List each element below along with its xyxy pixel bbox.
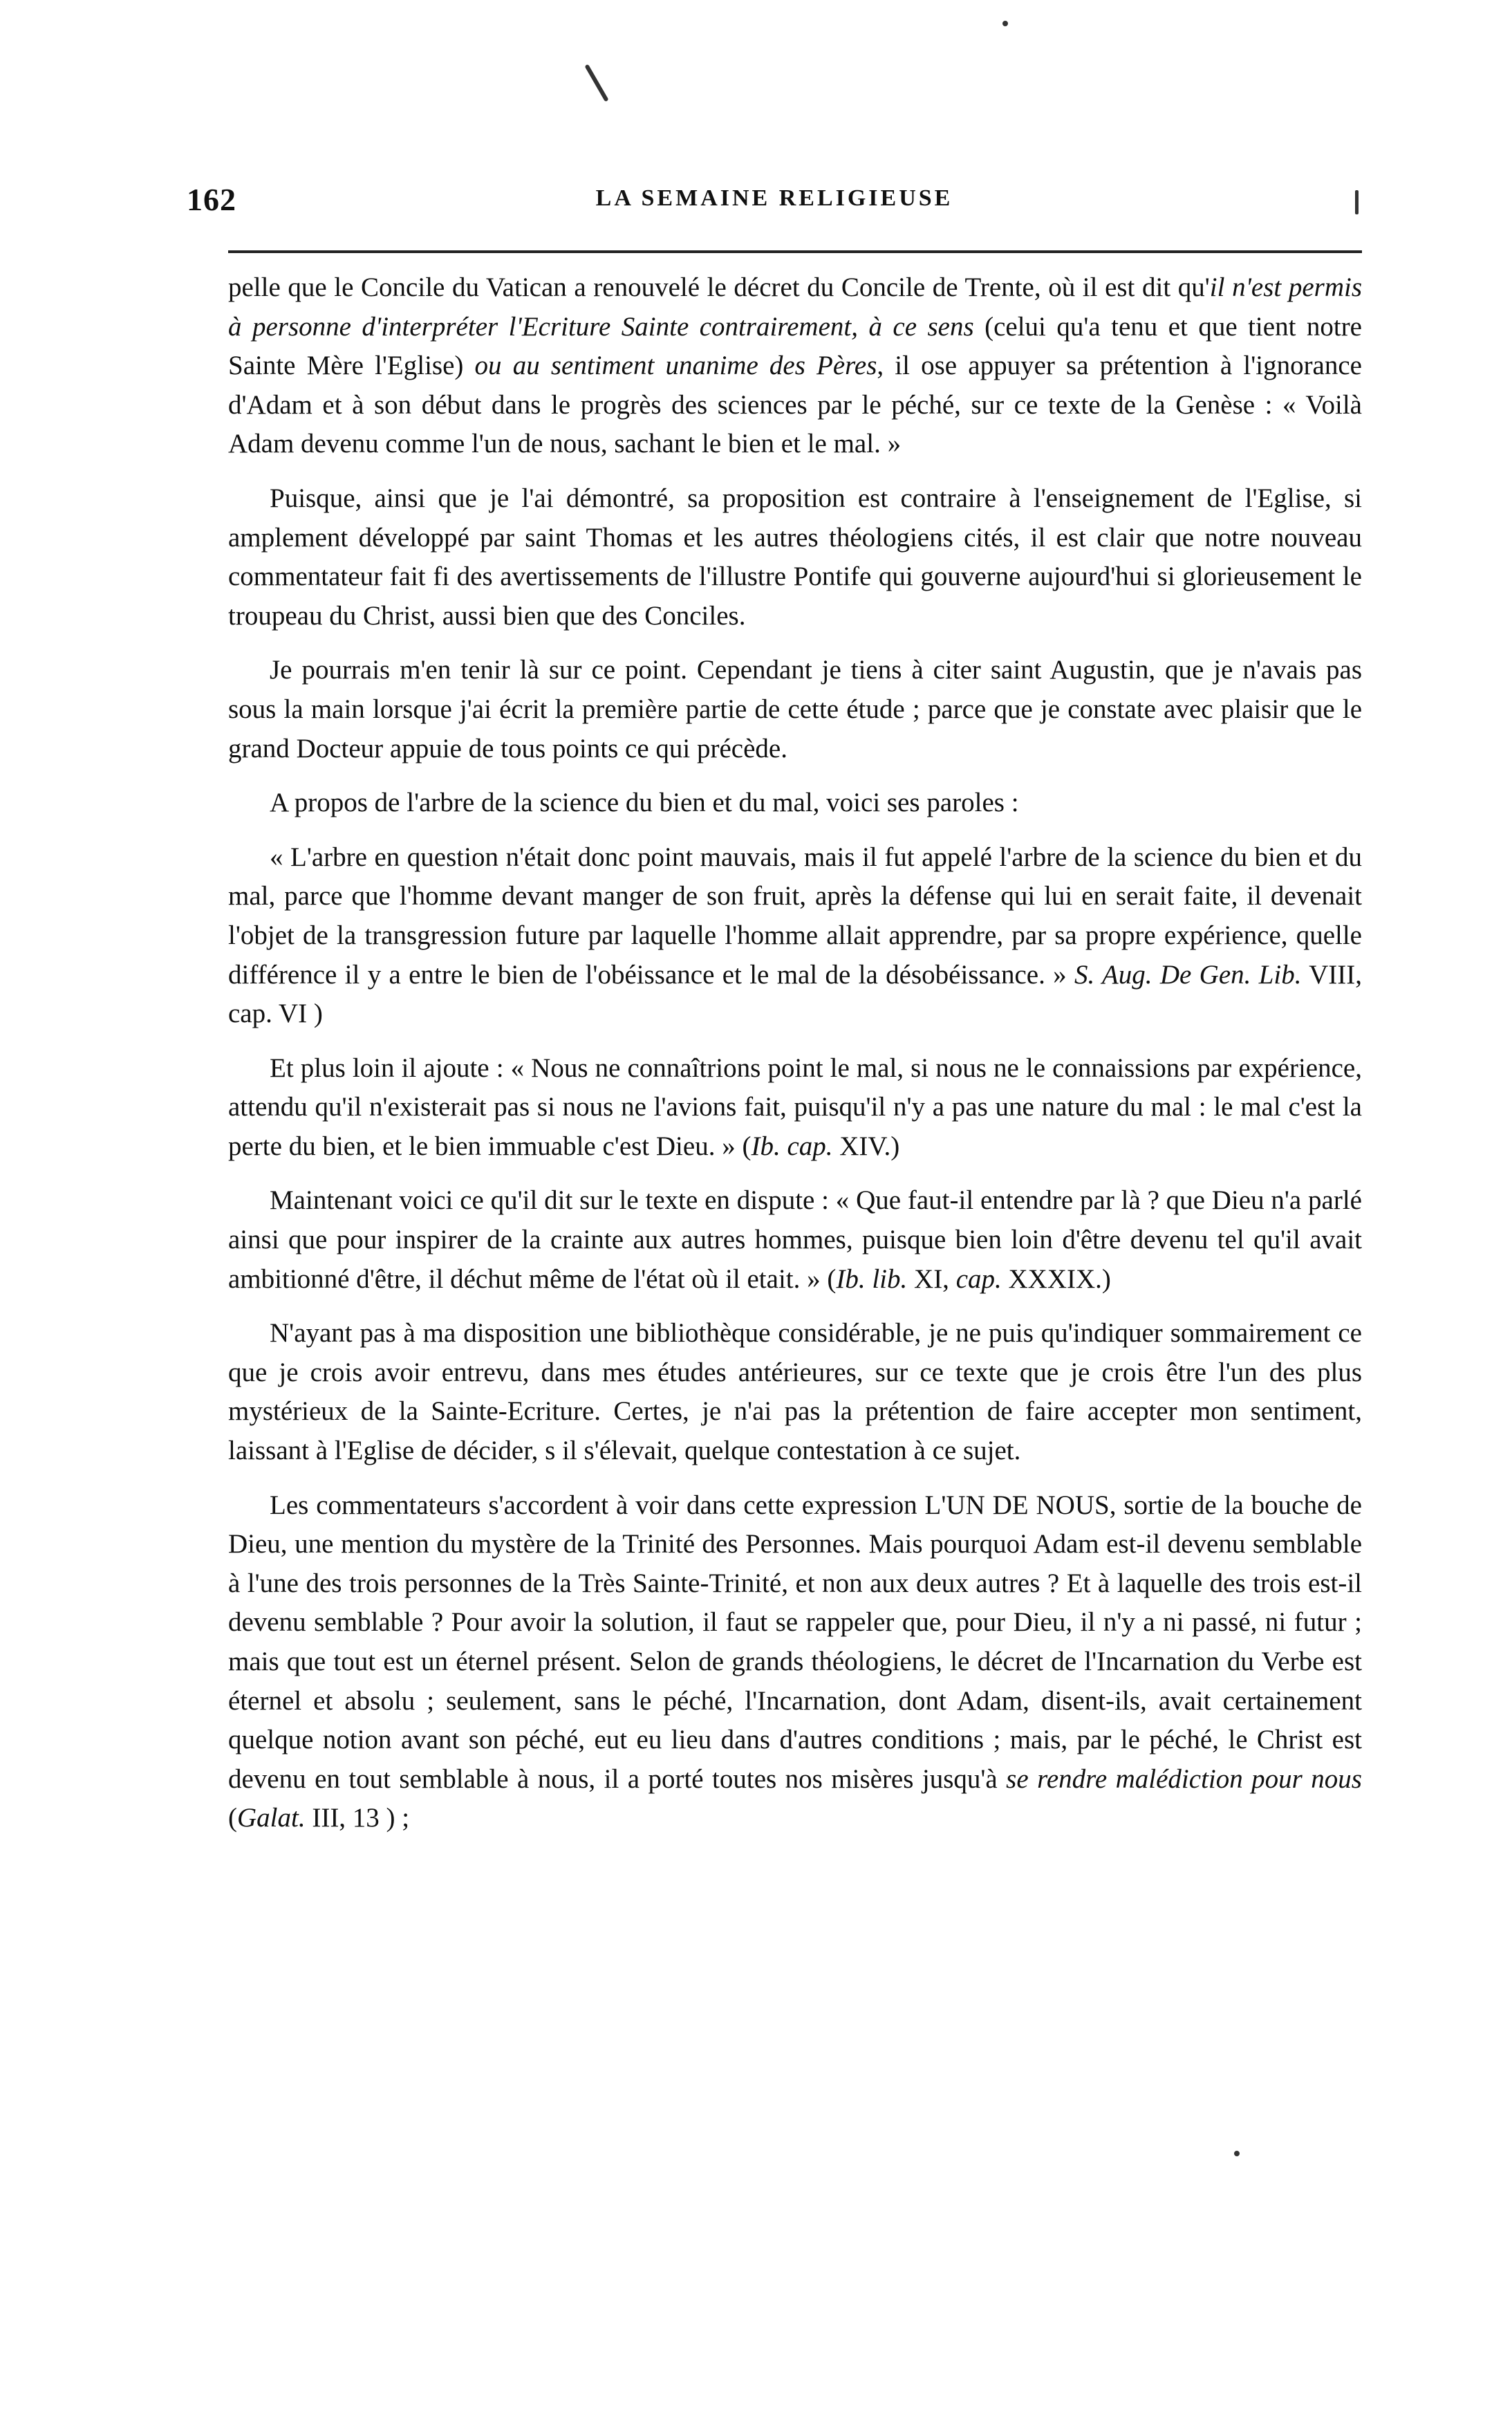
text-run: pelle que le Concile du Vatican a renouvelé le décret du Concile de Trente, où il est dit qu' xyxy=(228,272,1210,302)
text-run: VIII, cap. VI ) xyxy=(228,959,1363,1029)
paragraph: A propos de l'arbre de la science du bien et du mal, voici ses paroles : xyxy=(270,788,1019,818)
italic-citation: Galat. xyxy=(237,1803,306,1833)
italic-quote: ou au sentiment unanime des Pères xyxy=(474,351,877,381)
paragraph: Puisque, ainsi que je l'ai démontré, sa proposition est contraire à l'enseignement de l'Eglise, si amplement développé par saint Thomas et les autres théologiens cités, il est clair que notre nouveau commentateur fait fi des avertissements de l'illustre Pontife qui gouverne aujourd'hui si glorieusement le troupeau du Christ, aussi bien que des Conciles. xyxy=(228,483,1362,631)
scan-speck xyxy=(584,64,608,102)
text-run: (celui qu'a tenu et que tient notre Sainte Mère l'Eglise) xyxy=(228,311,1362,381)
text-run: Les commentateurs s'accordent à voir dans cette expression L'UN DE NOUS, sortie de la bouche de Dieu, une mention du mystère de la Trinité des Personnes. Mais pourquoi Adam est-il devenu semblable à l'une des trois personnes de la Très Sainte-Trinité, et non aux deux autres ? Et à laquelle des trois est-il devenu semblable ? Pour avoir la solution, il faut se rappeler que, pour Dieu, il n'y a ni passé, ni futur ; mais que tout est un éternel présent. Selon de grands théologiens, le décret de l'Incarnation du Verbe est éternel et absolu ; seulement, sans le péché, l'Incarnation, dont Adam, disent-ils, avait certainement quelque notion avant son péché, eut eu lieu dans d'autres conditions ; mais, par le péché, le Christ est devenu en tout semblable à nous, il a porté toutes nos misères jusqu'à xyxy=(228,1490,1362,1794)
paragraph: N'ayant pas à ma disposition une bibliothèque considérable, je ne puis qu'indiquer sommairement ce que je crois avoir entrevu, dans mes études antérieures, sur ce texte que je crois être l'un des plus mystérieux de la Sainte-Ecriture. Certes, je n'ai pas la prétention de faire accepter mon sentiment, laissant à l'Eglise de décider, s il s'élevait, quelque contestation à ce sujet. xyxy=(228,1318,1362,1466)
text-run: XI, xyxy=(907,1263,956,1294)
text-run: « L'arbre en question n'était donc point mauvais, mais il fut appelé l'arbre de la science du bien et du mal, parce que l'homme devant manger de son fruit, après la défense qui lui en serait faite, il devenait l'objet de la transgression future par laquelle l'homme allait apprendre, par sa propre expérience, quelle différence il y a entre le bien de l'obéissance et le mal de la désobéissance. » xyxy=(228,842,1362,990)
text-run: XXXIX.) xyxy=(1001,1263,1111,1294)
paragraph xyxy=(228,268,1362,464)
text-run: Et plus loin il ajoute : « Nous ne connaîtrions point le mal, si nous ne le connaissions par expérience, attendu qu'il n'existerait pas si nous ne l'avions fait, puisqu'il n'y a pas une nature du mal : le mal c'est la perte du bien, et le bien immuable c'est Dieu. » ( xyxy=(228,1053,1362,1161)
scan-speck xyxy=(1355,190,1359,214)
article-body xyxy=(228,268,1362,1853)
italic-citation: cap. xyxy=(955,1263,1002,1294)
italic-quote: il n'est permis à personne d'interpréter l'Ecriture Sainte contrairement, à ce sens xyxy=(228,272,1362,342)
italic-citation: S. Aug. De Gen. Lib. xyxy=(1074,959,1302,990)
text-run: III, 13 ) ; xyxy=(305,1803,410,1833)
italic-citation: Ib. lib. xyxy=(836,1263,908,1294)
paragraph xyxy=(228,838,1362,1034)
text-run: , il ose appuyer sa prétention à l'ignorance d'Adam et à son début dans le progrès des sciences par le péché, sur ce texte de la Genèse : « Voilà Adam devenu comme l'un de nous, sachant le bien et le mal. » xyxy=(228,351,1362,459)
running-title: LA SEMAINE RELIGIEUSE xyxy=(595,185,953,211)
paragraph xyxy=(228,1049,1362,1167)
text-run: Maintenant voici ce qu'il dit sur le texte en dispute : « Que faut-il entendre par là ? que Dieu n'a parlé ainsi que pour inspirer de la crainte aux autres hommes, puisque bien loin d'être devenu tel qu'il avait ambitionné d'être, il déchut même de l'état où il etait. » ( xyxy=(228,1185,1362,1294)
paragraph: Je pourrais m'en tenir là sur ce point. Cependant je tiens à citer saint Augustin, que je n'avais pas sous la main lorsque j'ai écrit la première partie de cette étude ; parce que je constate avec plaisir que le grand Docteur appuie de tous points ce qui précède. xyxy=(228,655,1362,763)
text-run: ( xyxy=(228,1803,237,1833)
header-rule xyxy=(228,250,1362,253)
page-header xyxy=(187,181,1362,230)
paragraph xyxy=(228,1181,1362,1299)
text-run: XIV.) xyxy=(832,1131,900,1161)
page-number: 162 xyxy=(187,182,236,217)
italic-quote: se rendre malédiction pour nous xyxy=(1006,1763,1362,1794)
scan-speck xyxy=(1002,21,1008,26)
paragraph xyxy=(228,1486,1362,1838)
scan-speck xyxy=(1234,2151,1240,2156)
italic-citation: Ib. cap. xyxy=(751,1131,833,1161)
